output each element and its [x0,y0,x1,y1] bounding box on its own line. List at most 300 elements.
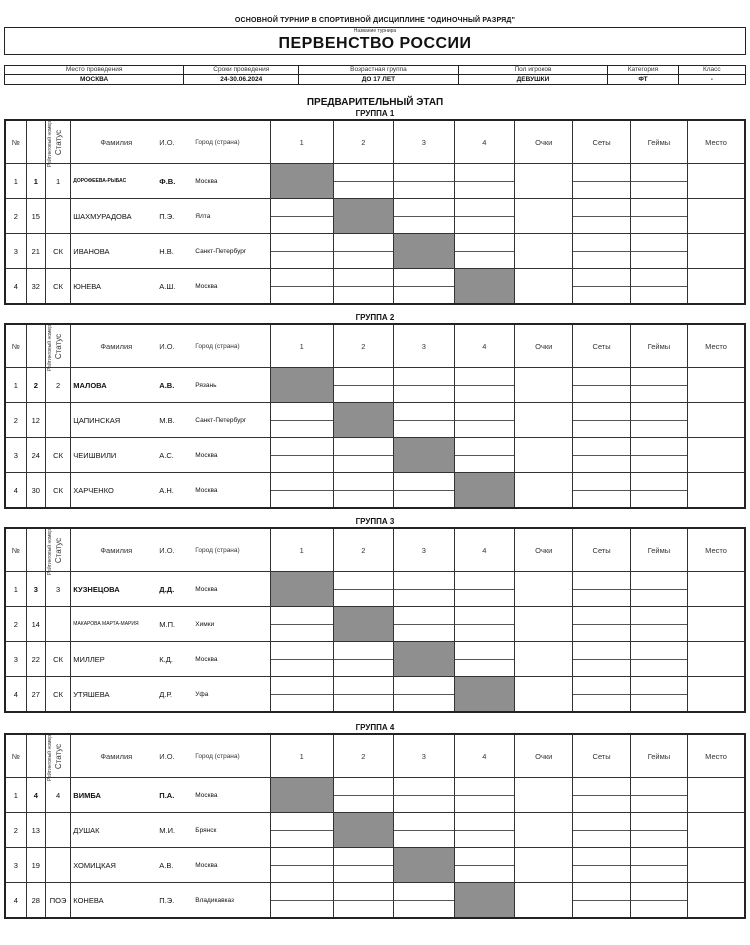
player-name-cell [71,403,271,438]
info-cell [184,66,299,84]
col-header-place: Место [688,734,745,778]
col-header-sets: Сеты [573,324,630,368]
match-result-cell [394,778,455,813]
player-surname: ВИМБА [73,790,101,800]
col-header-seed-label: Рейтинговый номер [46,324,53,371]
result-games-cell [630,642,687,677]
info-strip [4,65,746,85]
player-name-wrap [73,164,270,198]
result-sets-cell [573,813,630,848]
col-header-initials: И.О. [159,751,175,761]
player-name-wrap [73,572,270,606]
self-match-cell [454,473,515,509]
result-games-cell [630,164,687,199]
info-value: ФТ [638,76,648,83]
match-result-cell [454,403,515,438]
player-number: 1 [5,778,26,813]
player-row [5,199,745,234]
match-result-cell [454,848,515,883]
result-sets-cell [573,164,630,199]
info-value: ДЕВУШКИ [516,76,550,83]
player-name-wrap [73,199,270,233]
result-place-cell [688,269,745,305]
player-name-wrap [73,883,270,917]
col-header-name [71,120,271,164]
match-result-cell [270,403,333,438]
name-header-wrap [73,529,270,571]
col-header-points: Очки [515,120,573,164]
player-city: Уфа [195,690,209,698]
player-initials: М.И. [159,825,176,835]
match-result-cell [454,607,515,642]
player-initials: П.Э. [159,895,175,905]
col-header-city: Город (страна) [195,342,240,350]
result-games-cell [630,677,687,713]
player-surname: МАЛОВА [73,380,107,390]
match-result-cell [333,234,394,269]
player-number: 2 [5,607,26,642]
col-header-status-label: Статус [53,743,63,769]
player-number: 4 [5,677,26,713]
result-sets-cell [573,269,630,305]
col-header-seed-label: Рейтинговый номер [46,528,53,575]
info-label: Сроки проведения [184,66,298,75]
result-sets-cell [573,199,630,234]
match-result-cell [394,164,455,199]
player-name-wrap [73,269,270,303]
result-sets-cell [573,368,630,403]
result-games-cell [630,368,687,403]
result-points-cell [515,234,573,269]
player-seed: 21 [26,234,45,269]
col-header-surname: Фамилия [100,341,133,351]
player-number: 3 [5,438,26,473]
player-initials: А.Н. [159,485,174,495]
player-status: СК [45,438,70,473]
match-result-cell [333,438,394,473]
player-city: Брянск [195,826,217,834]
player-status: 4 [45,778,70,813]
player-city: Рязань [195,381,217,389]
col-header-sets: Сеты [573,120,630,164]
player-row [5,848,745,883]
match-result-cell [333,164,394,199]
col-header-games: Геймы [630,528,687,572]
player-number: 1 [5,164,26,199]
title-caption: Название турнира [353,28,397,34]
col-header-name [71,734,271,778]
col-header-surname: Фамилия [100,137,133,147]
col-header-initials: И.О. [159,341,175,351]
match-result-cell [270,813,333,848]
col-header-seed-label: Рейтинговый номер [46,120,53,167]
player-name-cell [71,164,271,199]
col-header-m3: 3 [394,528,455,572]
info-value: - [710,76,713,83]
player-name-cell [71,607,271,642]
player-name-cell [71,883,271,919]
col-header-num: № [5,528,26,572]
player-surname: ИВАНОВА [73,246,110,256]
col-header-m3: 3 [394,324,455,368]
result-place-cell [688,883,745,919]
col-header-status-label: Статус [53,129,63,155]
match-result-cell [394,677,455,713]
col-header-seed [26,324,53,371]
info-value: МОСКВА [80,76,109,83]
page-title: ПЕРВЕНСТВО РОССИИ [278,35,472,52]
result-sets-cell [573,883,630,919]
group-table [4,119,746,305]
col-header-city: Город (страна) [195,546,240,554]
player-row [5,813,745,848]
player-seed: 27 [26,677,45,713]
info-label: Возрастная группа [299,66,457,75]
player-city: Москва [195,585,218,593]
col-header-seed [26,120,53,167]
player-initials: Д.Р. [159,689,173,699]
player-row [5,572,745,607]
player-name-cell [71,473,271,509]
result-place-cell [688,642,745,677]
match-result-cell [333,473,394,509]
result-sets-cell [573,778,630,813]
match-result-cell [394,473,455,509]
match-result-cell [270,642,333,677]
player-initials: М.П. [159,619,176,629]
player-name-wrap [73,813,270,847]
result-place-cell [688,164,745,199]
result-points-cell [515,199,573,234]
player-city: Ялта [195,212,211,220]
player-status [45,813,70,848]
result-points-cell [515,848,573,883]
player-name-wrap [73,473,270,507]
group-title: ГРУППА 3 [355,517,395,526]
match-result-cell [270,883,333,919]
player-number: 3 [5,642,26,677]
player-number: 2 [5,199,26,234]
player-surname: ХОМИЦКАЯ [73,860,116,870]
info-label: Пол игроков [459,66,608,75]
group-table [4,527,746,713]
player-name-cell [71,269,271,305]
match-result-cell [394,199,455,234]
player-status: ПОЭ [45,883,70,919]
header-row [5,528,745,572]
group-table [4,733,746,919]
match-result-cell [333,883,394,919]
col-header-points: Очки [515,734,573,778]
player-surname: ХАРЧЕНКО [73,485,114,495]
player-name-cell [71,368,271,403]
col-header-sets: Сеты [573,528,630,572]
player-initials: П.А. [159,790,175,800]
player-initials: Н.В. [159,246,174,256]
col-header-points: Очки [515,528,573,572]
col-header-m2: 2 [333,528,394,572]
player-city: Владикавказ [195,896,235,904]
player-name-cell [71,813,271,848]
match-result-cell [333,778,394,813]
result-place-cell [688,368,745,403]
match-result-cell [454,438,515,473]
player-surname: МАКАРОВА МАРТА-МАРИЯ [73,621,139,627]
result-games-cell [630,813,687,848]
group-table [4,323,746,509]
header-row [5,120,745,164]
match-result-cell [454,778,515,813]
player-seed: 28 [26,883,45,919]
player-row [5,607,745,642]
player-seed: 14 [26,607,45,642]
result-place-cell [688,848,745,883]
col-header-num: № [5,120,26,164]
result-place-cell [688,572,745,607]
player-seed: 30 [26,473,45,509]
player-city: Москва [195,177,218,185]
col-header-games: Геймы [630,120,687,164]
match-result-cell [333,368,394,403]
player-name-cell [71,234,271,269]
player-name-cell [71,848,271,883]
player-row [5,368,745,403]
player-status: СК [45,642,70,677]
col-header-m2: 2 [333,324,394,368]
match-result-cell [454,642,515,677]
player-row [5,438,745,473]
match-result-cell [333,677,394,713]
player-row [5,677,745,713]
self-match-cell [333,199,394,234]
col-header-status-label: Статус [53,537,63,563]
col-header-num: № [5,324,26,368]
info-value: ДО 17 ЛЕТ [361,76,396,83]
self-match-cell [394,234,455,269]
player-surname: ДОРОФЕЕВА-РЫБАС [73,178,127,184]
match-result-cell [270,473,333,509]
player-number: 2 [5,403,26,438]
result-points-cell [515,473,573,509]
player-name-wrap [73,234,270,268]
player-initials: К.Д. [159,654,173,664]
document-page [4,16,746,919]
player-name-cell [71,677,271,713]
result-place-cell [688,234,745,269]
player-city: Химки [195,620,215,628]
match-result-cell [394,368,455,403]
self-match-cell [270,572,333,607]
match-result-cell [394,403,455,438]
match-result-cell [270,234,333,269]
result-sets-cell [573,403,630,438]
player-city: Москва [195,282,218,290]
player-status: 3 [45,572,70,607]
col-header-m4: 4 [454,324,515,368]
match-result-cell [333,642,394,677]
match-result-cell [270,848,333,883]
info-cell [5,66,184,84]
col-header-m3: 3 [394,120,455,164]
col-header-seed [26,734,53,781]
player-seed: 24 [26,438,45,473]
player-name-wrap [73,642,270,676]
result-points-cell [515,269,573,305]
result-points-cell [515,883,573,919]
match-result-cell [394,813,455,848]
player-status [45,199,70,234]
player-row [5,269,745,305]
match-result-cell [394,607,455,642]
player-status [45,848,70,883]
header-row [5,734,745,778]
self-match-cell [333,403,394,438]
result-games-cell [630,234,687,269]
result-place-cell [688,473,745,509]
col-header-m4: 4 [454,120,515,164]
col-header-m1: 1 [270,324,333,368]
player-seed: 4 [26,778,45,813]
col-header-status-label: Статус [53,333,63,359]
col-header-m2: 2 [333,120,394,164]
player-number: 2 [5,813,26,848]
col-header-name [71,528,271,572]
player-seed: 1 [26,164,45,199]
group-title: ГРУППА 2 [355,313,395,322]
col-header-m4: 4 [454,528,515,572]
result-points-cell [515,813,573,848]
self-match-cell [270,368,333,403]
self-match-cell [454,269,515,305]
col-header-place: Место [688,528,745,572]
player-surname: ЧЕИШВИЛИ [73,450,117,460]
result-place-cell [688,607,745,642]
match-result-cell [394,883,455,919]
player-city: Москва [195,451,218,459]
player-initials: А.С. [159,450,174,460]
player-number: 3 [5,234,26,269]
name-header-wrap [73,121,270,163]
self-match-cell [270,164,333,199]
player-seed: 22 [26,642,45,677]
player-row [5,778,745,813]
info-label: Место проведения [5,66,183,75]
result-sets-cell [573,473,630,509]
player-status [45,607,70,642]
result-points-cell [515,778,573,813]
player-seed: 15 [26,199,45,234]
match-result-cell [454,199,515,234]
result-games-cell [630,403,687,438]
col-header-m4: 4 [454,734,515,778]
info-cell [459,66,609,84]
result-sets-cell [573,438,630,473]
player-seed: 12 [26,403,45,438]
player-name-cell [71,572,271,607]
player-city: Санкт-Петербург [195,247,247,255]
match-result-cell [454,368,515,403]
player-initials: А.В. [159,860,174,870]
player-status: СК [45,234,70,269]
player-initials: А.В. [159,380,175,390]
player-status: 2 [45,368,70,403]
player-name-cell [71,199,271,234]
result-place-cell [688,438,745,473]
result-games-cell [630,473,687,509]
match-result-cell [270,607,333,642]
player-surname: КОНЕВА [73,895,104,905]
player-number: 3 [5,848,26,883]
name-header-wrap [73,325,270,367]
result-points-cell [515,572,573,607]
result-games-cell [630,199,687,234]
player-row [5,234,745,269]
match-result-cell [270,269,333,305]
match-result-cell [454,572,515,607]
title-box [4,27,746,55]
player-surname: КУЗНЕЦОВА [73,584,120,594]
match-result-cell [333,848,394,883]
name-header-wrap [73,735,270,777]
match-result-cell [270,199,333,234]
result-place-cell [688,813,745,848]
result-place-cell [688,403,745,438]
player-number: 4 [5,473,26,509]
result-sets-cell [573,848,630,883]
col-header-points: Очки [515,324,573,368]
col-header-m1: 1 [270,734,333,778]
result-games-cell [630,572,687,607]
match-result-cell [454,234,515,269]
player-name-wrap [73,607,270,641]
result-sets-cell [573,572,630,607]
info-label: Класс [679,66,745,75]
group-title: ГРУППА 4 [355,723,395,732]
player-city: Москва [195,655,218,663]
player-seed: 2 [26,368,45,403]
player-surname: ЮНЕВА [73,281,102,291]
player-status: СК [45,677,70,713]
match-result-cell [394,269,455,305]
result-games-cell [630,269,687,305]
self-match-cell [394,438,455,473]
self-match-cell [394,642,455,677]
col-header-games: Геймы [630,734,687,778]
match-result-cell [454,813,515,848]
match-result-cell [333,269,394,305]
col-header-initials: И.О. [159,545,175,555]
player-initials: М.В. [159,415,175,425]
player-row [5,164,745,199]
self-match-cell [333,813,394,848]
result-games-cell [630,607,687,642]
player-number: 4 [5,269,26,305]
col-header-seed [26,528,53,575]
result-place-cell [688,778,745,813]
result-place-cell [688,199,745,234]
result-games-cell [630,438,687,473]
self-match-cell [333,607,394,642]
player-name-cell [71,642,271,677]
player-status: СК [45,269,70,305]
col-header-city: Город (страна) [195,752,240,760]
result-games-cell [630,883,687,919]
result-sets-cell [573,607,630,642]
player-initials: Ф.В. [159,176,176,186]
col-header-m1: 1 [270,120,333,164]
col-header-city: Город (страна) [195,138,240,146]
stage-title: ПРЕДВАРИТЕЛЬНЫЙ ЭТАП [306,97,444,108]
